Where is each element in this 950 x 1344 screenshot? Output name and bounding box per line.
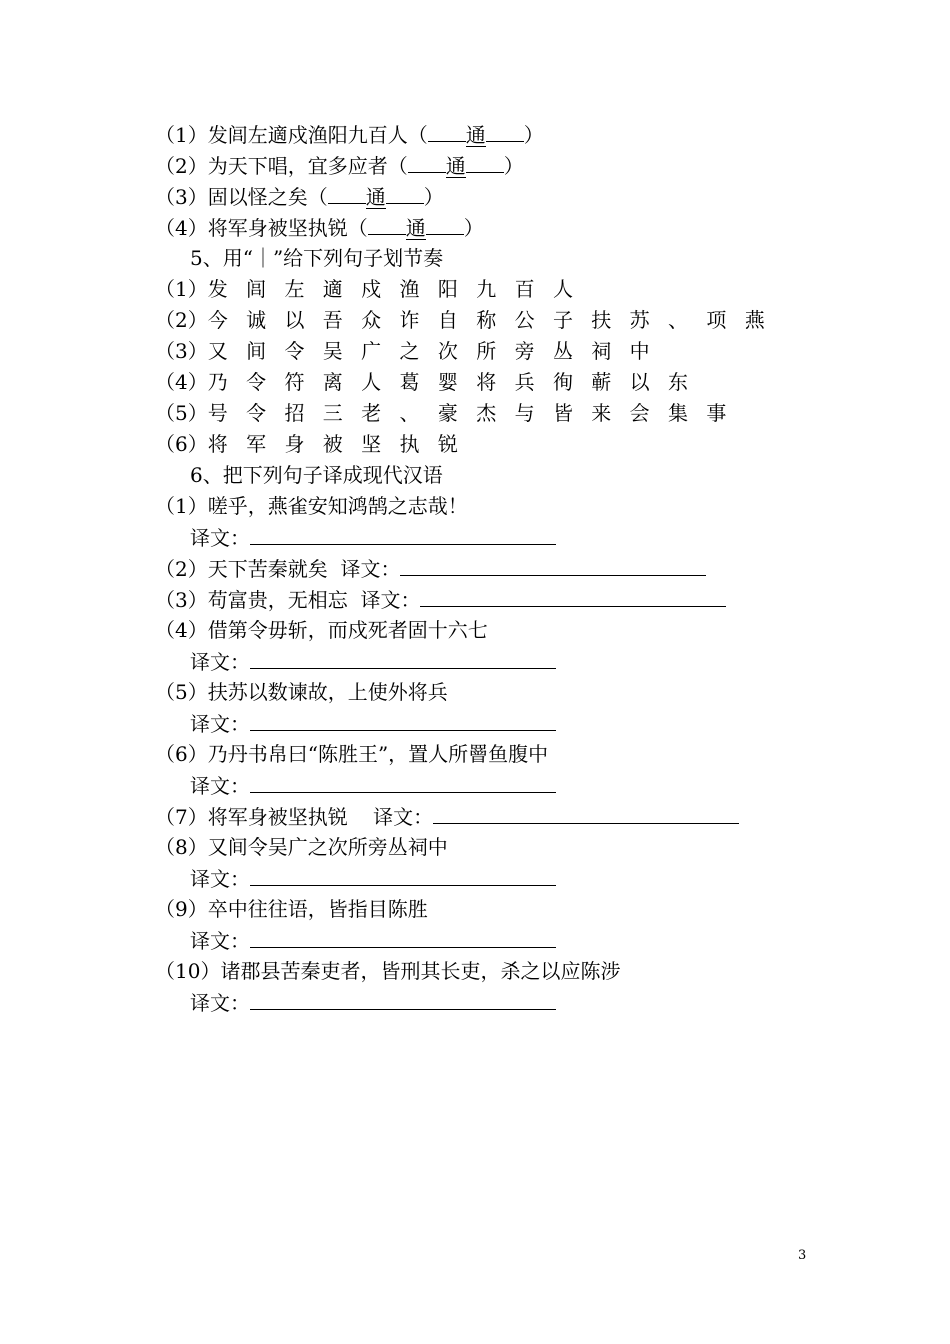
tongjia-item-4 [155, 212, 855, 243]
answer-blank[interactable] [386, 181, 424, 204]
item-number: （6） [155, 432, 208, 456]
close-paren: ） [503, 154, 524, 178]
answer-blank[interactable] [426, 212, 464, 235]
translate-blank[interactable] [400, 553, 706, 576]
tongjia-item-1 [155, 119, 855, 150]
translate-blank[interactable] [420, 584, 726, 607]
item-number: （4） [155, 370, 208, 394]
item-number: （6） [155, 742, 208, 766]
item-number: （3） [155, 185, 208, 209]
tong-label: 通 [465, 123, 486, 147]
tongjia-item-2 [155, 150, 855, 181]
translate-label: 译文： [360, 588, 421, 612]
translate-item-10 [155, 956, 855, 987]
item-text: 苟富贵，无相忘 [207, 588, 361, 612]
translate-answer-1 [155, 522, 855, 553]
translate-label: 译文： [190, 526, 250, 550]
translate-label: 译文： [190, 774, 250, 798]
translate-blank[interactable] [250, 646, 556, 669]
rhythm-item-1 [155, 274, 855, 305]
item-number: （5） [155, 680, 208, 704]
item-text: 借第令毋斩，而戍死者固十六七 [207, 618, 488, 642]
item-number: （3） [155, 339, 208, 363]
translate-item-6 [155, 739, 855, 770]
worksheet-page [155, 119, 855, 1018]
item-text: 将 军 身 被 坚 执 锐 [207, 432, 464, 456]
translate-answer-9 [155, 925, 855, 956]
answer-blank[interactable] [486, 119, 524, 142]
item-number: （1） [155, 277, 208, 301]
item-text: 号 令 招 三 老 、 豪 杰 与 皆 来 会 集 事 [207, 401, 733, 425]
page-number: 3 [798, 1248, 807, 1263]
item-text: 又 间 令 吴 广 之 次 所 旁 丛 祠 中 [207, 339, 656, 363]
item-number: （10） [155, 959, 221, 983]
section6-title: 6、把下列句子译成现代汉语 [190, 463, 443, 487]
translate-item-8 [155, 832, 855, 863]
answer-blank[interactable] [466, 150, 504, 173]
item-text: 卒中往往语，皆指目陈胜 [207, 897, 428, 921]
item-number: （2） [155, 557, 208, 581]
translate-blank[interactable] [433, 801, 739, 824]
translate-item-7 [155, 801, 855, 832]
answer-blank[interactable] [408, 150, 446, 173]
translate-item-3 [155, 584, 855, 615]
item-text: 发 闾 左 適 戍 渔 阳 九 百 人 [207, 277, 579, 301]
rhythm-item-2 [155, 305, 855, 336]
item-text: 将军身被坚执锐 [207, 805, 374, 829]
translate-blank[interactable] [250, 925, 556, 948]
item-text: 乃 令 符 离 人 葛 婴 将 兵 徇 蕲 以 东 [207, 370, 695, 394]
translate-blank[interactable] [250, 770, 556, 793]
item-text: 扶苏以数谏故，上使外将兵 [207, 680, 448, 704]
item-number: （1） [155, 123, 208, 147]
item-number: （7） [155, 805, 208, 829]
tong-label: 通 [365, 185, 386, 209]
rhythm-item-3 [155, 336, 855, 367]
item-number: （8） [155, 835, 208, 859]
rhythm-item-5 [155, 398, 855, 429]
item-text: 诸郡县苦秦吏者，皆刑其长吏，杀之以应陈涉 [220, 959, 621, 983]
translate-label: 译文： [190, 712, 250, 736]
item-text: 将军身被坚执锐（ [207, 216, 368, 240]
item-text: 发闾左適戍渔阳九百人（ [207, 123, 428, 147]
translate-item-1 [155, 491, 855, 522]
translate-blank[interactable] [250, 522, 556, 545]
item-text: 为天下唱，宜多应者（ [207, 154, 408, 178]
translate-answer-4 [155, 646, 855, 677]
translate-blank[interactable] [250, 708, 556, 731]
item-number: （3） [155, 588, 208, 612]
item-text: 嗟乎，燕雀安知鸿鹄之志哉！ [207, 494, 468, 518]
translate-answer-5 [155, 708, 855, 739]
item-text: 乃丹书帛曰“陈胜王”，置人所罾鱼腹中 [207, 742, 549, 766]
item-text: 今 诚 以 吾 众 诈 自 称 公 子 扶 苏 、 项 燕 [207, 308, 771, 332]
answer-blank[interactable] [328, 181, 366, 204]
item-number: （9） [155, 897, 208, 921]
translate-item-2 [155, 553, 855, 584]
item-number: （4） [155, 618, 208, 642]
translate-item-9 [155, 894, 855, 925]
rhythm-item-4 [155, 367, 855, 398]
section5-title: 5、用“｜”给下列句子划节奏 [190, 246, 444, 270]
translate-label: 译文： [190, 991, 250, 1015]
close-paren: ） [523, 123, 544, 147]
translate-label: 译文： [190, 867, 250, 891]
answer-blank[interactable] [428, 119, 466, 142]
tong-label: 通 [405, 216, 426, 240]
translate-answer-8 [155, 863, 855, 894]
translate-blank[interactable] [250, 987, 556, 1010]
translate-answer-10 [155, 987, 855, 1018]
translate-item-5 [155, 677, 855, 708]
item-text: 固以怪之矣（ [207, 185, 328, 209]
tong-label: 通 [445, 154, 466, 178]
translate-label: 译文： [340, 557, 401, 581]
translate-blank[interactable] [250, 863, 556, 886]
translate-label: 译文： [190, 929, 250, 953]
answer-blank[interactable] [368, 212, 406, 235]
close-paren: ） [463, 216, 484, 240]
item-number: （2） [155, 154, 208, 178]
item-number: （4） [155, 216, 208, 240]
translate-label: 译文： [190, 650, 250, 674]
tongjia-item-3 [155, 181, 855, 212]
item-number: （1） [155, 494, 208, 518]
item-number: （5） [155, 401, 208, 425]
close-paren: ） [423, 185, 444, 209]
translate-label: 译文： [373, 805, 434, 829]
rhythm-item-6 [155, 429, 855, 460]
item-number: （2） [155, 308, 208, 332]
item-text: 又间令吴广之次所旁丛祠中 [207, 835, 448, 859]
translate-answer-6 [155, 770, 855, 801]
translate-item-4 [155, 615, 855, 646]
item-text: 天下苦秦就矣 [207, 557, 341, 581]
